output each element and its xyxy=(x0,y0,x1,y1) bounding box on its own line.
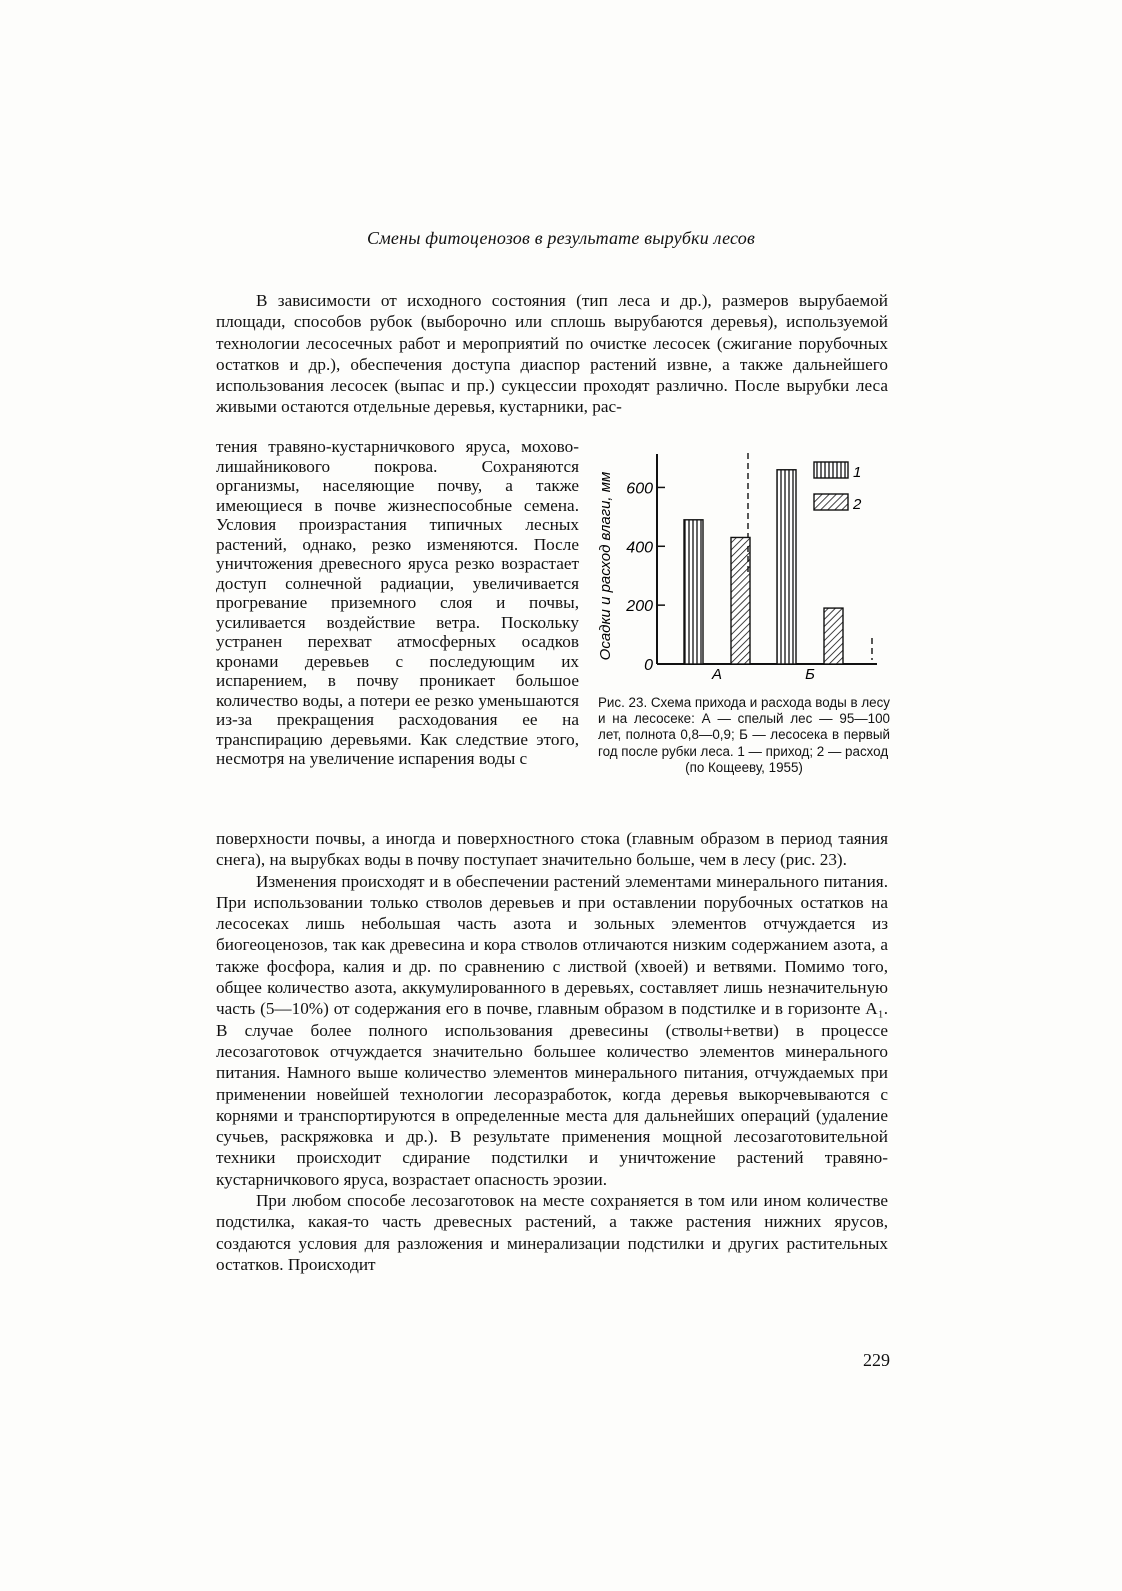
legend-label: 2 xyxy=(853,496,862,513)
category-label: А xyxy=(711,666,723,683)
figure-caption-text: Рис. 23. Схема прихода и расхода воды в лесу и на лесосеке: А — спелый лес — 95—100 лет, полнота 0,8—0,9; Б — лесосека в первый год после рубки леса. 1 — приход; 2 — расход xyxy=(598,695,891,759)
y-tick-label: 200 xyxy=(626,598,653,616)
paragraph-1-wrapped-text: тения травяно-кустарничкового яруса, мохово-лишайникового покрова. Сохраняются организмы, населяющие почву, а также имеющиеся в почве жизнеспособные семена. Условия произрастания типичных лесных растений, однако, резко изменяются. После уничтожения древесного яруса резко возрастает доступ солнечной радиации, увеличивается прогревание приземного слоя и почвы, усиливается воздействие ветра. Поскольку устранен перехват атмосферных осадков кронами деревьев с последующим их испарением, в почву проникает большое количество воды, а потери ее резко уменьшаются из-за прекращения расходования ее на транспирацию деревьями. Как следствие этого, несмотря на увеличение испарения воды с xyxy=(216,437,579,768)
legend-label: 1 xyxy=(853,464,862,481)
paragraph-3: При любом способе лесозаготовок на месте сохраняется в том или ином количестве подстилка, какая-то часть древесных растений, а также растения нижних ярусов, создаются условия для разложения и минерализации подстилки и других растительных остатков. Происходит xyxy=(216,1191,888,1274)
figure-source: (по Кощееву, 1955) xyxy=(685,759,803,775)
body-column-bottom xyxy=(216,828,888,1275)
figure-caption xyxy=(598,695,890,776)
bar-Б-series-2 xyxy=(824,608,843,664)
category-label: Б xyxy=(805,666,815,683)
bar-А-series-2 xyxy=(731,537,750,664)
y-tick-label: 400 xyxy=(626,539,653,557)
y-tick-label: 0 xyxy=(644,657,653,674)
running-header: Смены фитоценозов в результате вырубки лесов xyxy=(366,228,756,248)
body-column-top xyxy=(216,290,888,418)
paragraph-1-end: поверхности почвы, а иногда и поверхностного стока (главным образом в период таяния снега), на вырубках воды в почву поступает значительно больше, чем в лесу (рис. 23). xyxy=(216,829,888,870)
y-tick-label: 600 xyxy=(626,480,653,498)
paragraph-2: Изменения происходят и в обеспечении растений элементами минерального питания. При использовании только стволов деревьев и при оставлении порубочных остатков на лесосеках лишь небольшая часть азота и зольных элементов отчуждается из биогеоценозов, так как древесина и кора стволов отличаются низким содержанием азота, а также фосфора, калия и др. по сравнению с листвой (хвоей) и ветвями. Помимо того, общее количество азота, аккумулированного в деревьях, составляет лишь незначительную часть (5—10%) от содержания его в почве, главным образом в подстилке и в горизонте A₁. В случае более полного использования древесины (стволы+ветви) в процессе лесозаготовок отчуждается значительно большее количество элементов минерального питания. Намного выше количество элементов минерального питания, отчуждаемых при применении новейшей технологии лесоразработок, когда деревья выкорчевываются с корнями и транспортируются в определенные места для дальнейших операций (удаление сучьев, раскряжовка и др.). В результате применения мощной лесозаготовительной техники происходит сдирание подстилки и уничтожение растений травяно-кустарничкового яруса, возрастает опасность эрозии. xyxy=(216,871,888,1189)
page-number: 229 xyxy=(863,1350,890,1370)
legend-swatch-2 xyxy=(814,494,848,510)
bar-Б-series-1 xyxy=(777,470,796,664)
bar-А-series-1 xyxy=(684,520,703,664)
paragraph-1: В зависимости от исходного состояния (тип леса и др.), размеров вырубаемой площади, способов рубок (выборочно или сплошь вырубаются деревья), используемой технологии лесосечных работ и мероприятий по очистке лесосек (сжигание порубочных остатков и др.), обеспечения доступа диаспор растений извне, а также дальнейшего использования лесосек (выпас и пр.) сукцессии проходят различно. После вырубки леса живыми остаются отдельные деревья, кустарники, рас- xyxy=(216,291,888,417)
bar-chart xyxy=(592,448,890,688)
legend-swatch-1 xyxy=(814,462,848,478)
y-axis-label: Осадки и расход влаги, мм xyxy=(597,471,614,661)
